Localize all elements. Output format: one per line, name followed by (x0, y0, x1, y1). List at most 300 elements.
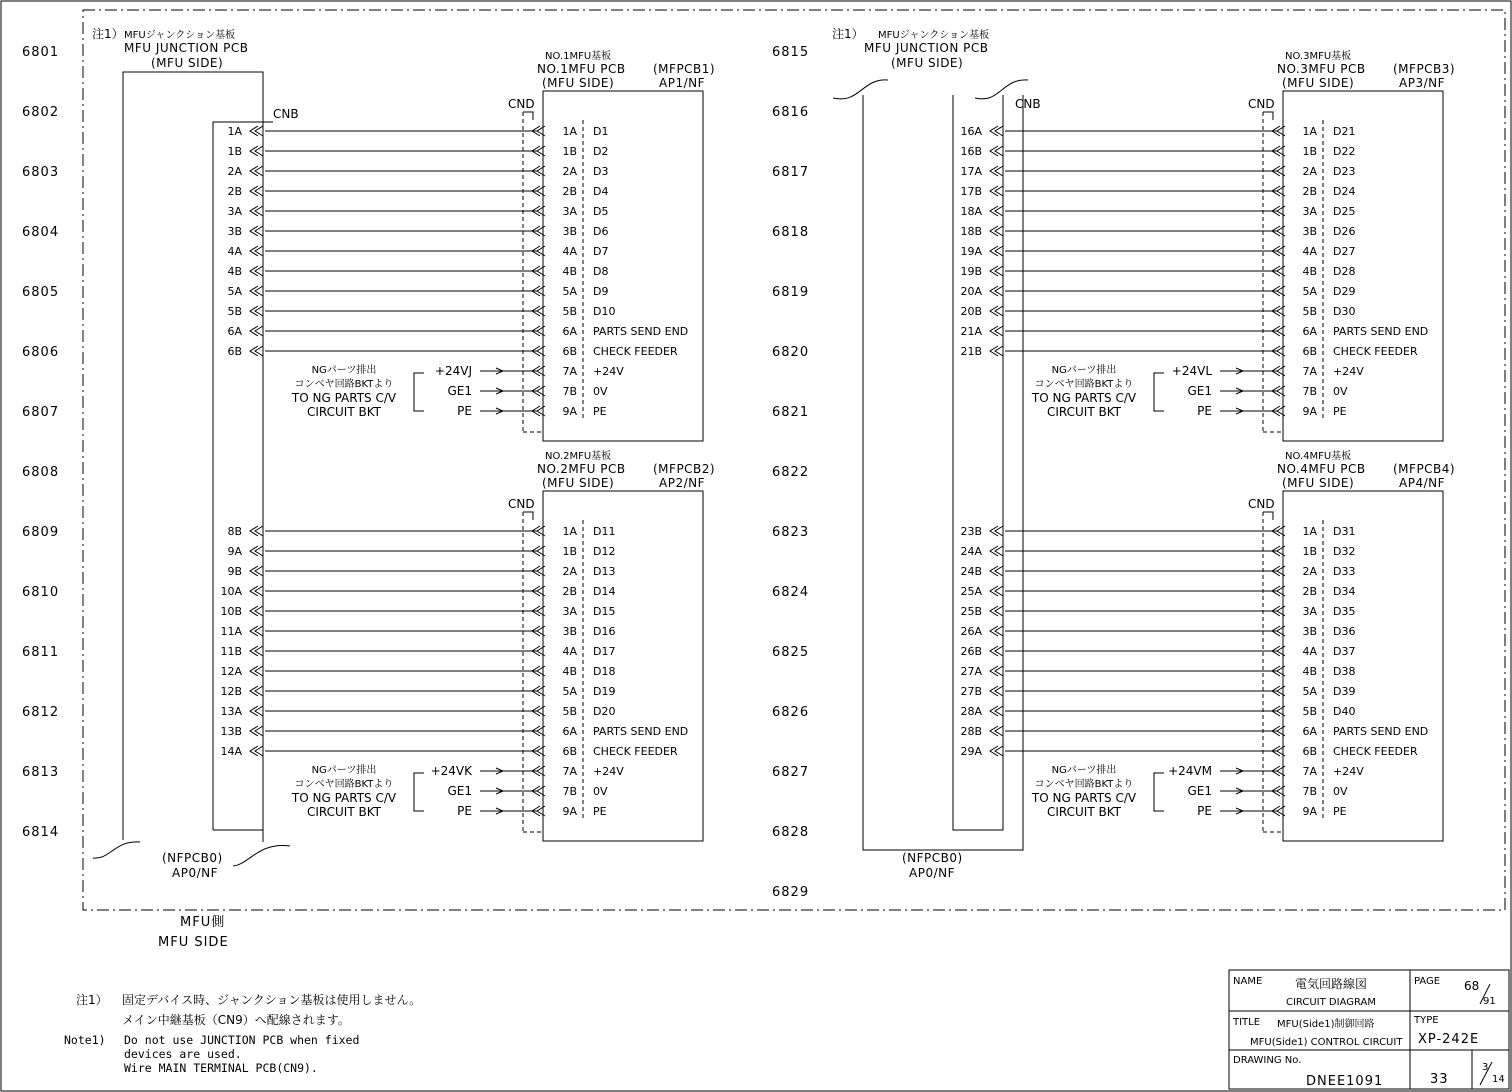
junction-pcb-left (92, 27, 299, 880)
mfu-pcb-1 (227, 49, 715, 441)
ng-en-2: CIRCUIT BKT (306, 405, 382, 419)
pcb-pin: 6A (562, 325, 577, 338)
junction-pin: 28A (960, 705, 982, 718)
ng-jp-1: NGパーツ排出 (1051, 765, 1117, 776)
page-label: PAGE (1414, 976, 1441, 987)
line-number: 6817 (772, 165, 810, 180)
pcb-ref: (MFPCB2) (653, 462, 716, 476)
line-number: 6807 (22, 405, 60, 420)
pcb-pin: 7A (562, 365, 577, 378)
pcb-pin: 9A (1302, 805, 1317, 818)
ng-jp-1: NGパーツ排出 (311, 365, 377, 376)
connector-chevron (250, 626, 263, 636)
power-input: +24VL (1171, 364, 1212, 378)
note-mark-en: Note1) (64, 1033, 106, 1047)
line-number: 6819 (772, 285, 810, 300)
sheet-num: 3 (1482, 1062, 1489, 1073)
connector-chevron (250, 686, 263, 696)
pcb-signal: D6 (593, 225, 609, 238)
connector-chevron (990, 146, 1003, 156)
junction-pin: 28B (960, 725, 982, 738)
pcb-signal: D13 (593, 565, 616, 578)
pcb-pin: 9A (1302, 405, 1317, 418)
pcb-signal: D26 (1333, 225, 1356, 238)
name-label: NAME (1233, 976, 1263, 987)
pcb-ap: AP1/NF (659, 76, 706, 90)
pcb-title-jp: NO.4MFU基板 (1285, 451, 1352, 462)
pcb-pin: 1B (1302, 545, 1317, 558)
pcb-signal: +24V (1333, 365, 1364, 378)
pcb-signal: D2 (593, 145, 609, 158)
pcb-pin: 6B (1302, 345, 1317, 358)
pcb-signal: +24V (593, 365, 624, 378)
power-input: +24VJ (434, 364, 472, 378)
connector-chevron (990, 346, 1003, 356)
pcb-connector: CND (508, 497, 535, 511)
junction-ref: (NFPCB0) (162, 851, 223, 865)
connector-chevron (990, 286, 1003, 296)
line-number: 6811 (22, 645, 60, 660)
pcb-title-jp: NO.3MFU基板 (1285, 51, 1352, 62)
connector-chevron (250, 206, 263, 216)
power-input: +24VM (1168, 764, 1212, 778)
note-en-3: Wire MAIN TERMINAL PCB(CN9). (124, 1061, 318, 1075)
junction-pin: 2B (227, 185, 242, 198)
line-number: 6804 (22, 225, 60, 240)
line-number: 6826 (772, 705, 810, 720)
power-input: PE (1197, 804, 1212, 818)
junction-connector: CNB (273, 107, 299, 121)
pcb-pin: 5B (562, 705, 577, 718)
pcb-pin: 1B (562, 145, 577, 158)
connector-chevron (990, 626, 1003, 636)
connector-chevron (990, 606, 1003, 616)
connector-chevron (990, 746, 1003, 756)
pcb-pin: 7B (1302, 785, 1317, 798)
ng-en-2: CIRCUIT BKT (1046, 405, 1122, 419)
pcb-signal: PE (1333, 805, 1347, 818)
pcb-pin: 7B (562, 385, 577, 398)
pcb-pin: 6A (1302, 325, 1317, 338)
sheet-total: 14 (1492, 1074, 1505, 1085)
connector-chevron (250, 326, 263, 336)
mfu-side-en: MFU SIDE (158, 935, 229, 950)
pcb-pin: 7A (1302, 765, 1317, 778)
pcb-pin: 4A (562, 245, 577, 258)
connector-chevron (250, 666, 263, 676)
power-input: PE (1197, 404, 1212, 418)
junction-pin: 12A (220, 665, 242, 678)
connector-chevron (250, 306, 263, 316)
ng-en-2: CIRCUIT BKT (1046, 805, 1122, 819)
pcb-signal: D32 (1333, 545, 1356, 558)
junction-pin: 24B (960, 565, 982, 578)
junction-side: (MFU SIDE) (151, 56, 224, 70)
connector-chevron (990, 206, 1003, 216)
connector-chevron (250, 746, 263, 756)
power-input: GE1 (1187, 384, 1212, 398)
junction-pin: 17A (960, 165, 982, 178)
pcb-pin: 4B (562, 265, 577, 278)
junction-ref-right: (NFPCB0) (902, 851, 963, 865)
note-mark: 注1） (92, 27, 124, 41)
junction-side-right: (MFU SIDE) (891, 56, 964, 70)
connector-chevron (250, 726, 263, 736)
junction-pin: 9A (227, 545, 242, 558)
junction-pin: 1A (227, 125, 242, 138)
pcb-signal: D3 (593, 165, 609, 178)
mfu-pcb-4 (960, 449, 1455, 841)
pcb-pin: 1B (562, 545, 577, 558)
pcb-signal: D37 (1333, 645, 1356, 658)
pcb-pin: 7B (1302, 385, 1317, 398)
line-number: 6820 (772, 345, 810, 360)
type-value: XP-242E (1418, 1032, 1480, 1047)
mfu-pcb-2 (220, 449, 715, 841)
junction-pin: 18A (960, 205, 982, 218)
line-number: 6812 (22, 705, 60, 720)
junction-title-en-right: MFU JUNCTION PCB (864, 41, 989, 55)
line-number: 6816 (772, 105, 810, 120)
ng-en-1: TO NG PARTS C/V (291, 391, 397, 405)
ng-en-1: TO NG PARTS C/V (1031, 791, 1137, 805)
pcb-pin: 5B (1302, 305, 1317, 318)
connector-chevron (250, 266, 263, 276)
pcb-signal: D20 (593, 705, 616, 718)
pcb-pin: 7A (562, 765, 577, 778)
pcb-signal: D22 (1333, 145, 1356, 158)
sheet-no: 33 (1430, 1072, 1449, 1087)
ng-jp-1: NGパーツ排出 (1051, 365, 1117, 376)
pcb-pin: 2A (1302, 165, 1317, 178)
junction-pin: 8B (227, 525, 242, 538)
line-number: 6814 (22, 825, 60, 840)
connector-chevron (250, 246, 263, 256)
drawing-label: DRAWING No. (1233, 1055, 1302, 1066)
connector-chevron (250, 526, 263, 536)
junction-pin: 26A (960, 625, 982, 638)
junction-pin: 17B (960, 185, 982, 198)
pcb-side: (MFU SIDE) (542, 476, 615, 490)
pcb-title-en: NO.3MFU PCB (1277, 62, 1366, 76)
pcb-signal: D39 (1333, 685, 1356, 698)
title-label: TITLE (1233, 1017, 1261, 1028)
ng-en-1: TO NG PARTS C/V (1031, 391, 1137, 405)
pcb-title-en: NO.2MFU PCB (537, 462, 626, 476)
connector-chevron (990, 326, 1003, 336)
note-jp-2: メイン中継基板（CN9）へ配線されます。 (122, 1013, 350, 1027)
junction-pin: 14A (220, 745, 242, 758)
connector-chevron (250, 566, 263, 576)
junction-pin: 12B (220, 685, 242, 698)
line-number: 6806 (22, 345, 60, 360)
pcb-pin: 1A (562, 525, 577, 538)
junction-pin: 10B (220, 605, 242, 618)
pcb-signal: PARTS SEND END (1333, 725, 1429, 738)
line-number: 6827 (772, 765, 810, 780)
pcb-signal: PARTS SEND END (593, 725, 689, 738)
junction-pin: 13B (220, 725, 242, 738)
pcb-pin: 2B (562, 185, 577, 198)
pcb-signal: D33 (1333, 565, 1356, 578)
pcb-pin: 1A (1302, 125, 1317, 138)
pcb-pin: 6A (562, 725, 577, 738)
pcb-signal: D36 (1333, 625, 1356, 638)
line-number: 6821 (772, 405, 810, 420)
junction-pin: 6B (227, 345, 242, 358)
pcb-signal: CHECK FEEDER (1333, 345, 1418, 358)
junction-pin: 3A (227, 205, 242, 218)
pcb-pin: 4B (562, 665, 577, 678)
junction-pin: 4B (227, 265, 242, 278)
junction-pin: 26B (960, 645, 982, 658)
junction-pin: 16B (960, 145, 982, 158)
pcb-pin: 7A (1302, 365, 1317, 378)
power-input: GE1 (447, 784, 472, 798)
junction-pin: 11B (220, 645, 242, 658)
connector-chevron (250, 606, 263, 616)
line-number: 6829 (772, 885, 810, 900)
pcb-signal: D1 (593, 125, 609, 138)
pcb-signal: D25 (1333, 205, 1356, 218)
pcb-pin: 4B (1302, 665, 1317, 678)
ng-jp-2: コンベヤ回路BKTより (1034, 379, 1134, 390)
note-mark-jp: 注1） (76, 993, 108, 1007)
junction-pin: 19A (960, 245, 982, 258)
title-jp: MFU(Side1)制御回路 (1277, 1019, 1375, 1030)
pcb-pin: 6B (562, 345, 577, 358)
pcb-signal: D15 (593, 605, 616, 618)
pcb-signal: D19 (593, 685, 616, 698)
pcb-ref: (MFPCB1) (653, 62, 716, 76)
notes (64, 992, 421, 1075)
pcb-pin: 9A (562, 405, 577, 418)
junction-pin: 11A (220, 625, 242, 638)
drawing-no: DNEE1091 (1306, 1074, 1384, 1089)
junction-ap-right: AP0/NF (909, 866, 956, 880)
pcb-pin: 1B (1302, 145, 1317, 158)
line-number: 6815 (772, 45, 810, 60)
connector-chevron (250, 546, 263, 556)
pcb-signal: CHECK FEEDER (593, 345, 678, 358)
junction-pin: 2A (227, 165, 242, 178)
pcb-pin: 6A (1302, 725, 1317, 738)
pcb-pin: 5A (1302, 285, 1317, 298)
mfu-pcbs (220, 49, 1455, 841)
junction-title-jp-right: MFUジャンクション基板 (878, 30, 990, 41)
pcb-signal: 0V (593, 785, 608, 798)
pcb-side: (MFU SIDE) (542, 76, 615, 90)
connector-chevron (250, 126, 263, 136)
pcb-pin: 3A (1302, 605, 1317, 618)
pcb-signal: D10 (593, 305, 616, 318)
pcb-pin: 3B (1302, 625, 1317, 638)
line-number: 6809 (22, 525, 60, 540)
pcb-signal: PARTS SEND END (593, 325, 689, 338)
line-number: 6818 (772, 225, 810, 240)
pcb-pin: 4A (562, 645, 577, 658)
junction-pin: 3B (227, 225, 242, 238)
junction-title-en: MFU JUNCTION PCB (124, 41, 249, 55)
junction-pin: 25B (960, 605, 982, 618)
pcb-pin: 3B (562, 225, 577, 238)
line-number: 6803 (22, 165, 60, 180)
connector-chevron (990, 226, 1003, 236)
junction-pcb-right (832, 27, 1041, 880)
connector-chevron (250, 166, 263, 176)
name-en: CIRCUIT DIAGRAM (1286, 997, 1376, 1008)
junction-pin: 13A (220, 705, 242, 718)
pcb-signal: CHECK FEEDER (1333, 745, 1418, 758)
connector-chevron (250, 226, 263, 236)
junction-pin: 6A (227, 325, 242, 338)
pcb-side: (MFU SIDE) (1282, 76, 1355, 90)
pcb-pin: 4B (1302, 265, 1317, 278)
junction-title-jp: MFUジャンクション基板 (124, 30, 236, 41)
junction-connector-right: CNB (1015, 97, 1041, 111)
power-input: +24VK (430, 764, 472, 778)
pcb-signal: D24 (1333, 185, 1356, 198)
note-mark-right: 注1） (832, 27, 864, 41)
line-number: 6823 (772, 525, 810, 540)
pcb-pin: 2B (562, 585, 577, 598)
pcb-signal: CHECK FEEDER (593, 745, 678, 758)
pcb-signal: D23 (1333, 165, 1356, 178)
pcb-signal: D28 (1333, 265, 1356, 278)
junction-pin: 21B (960, 345, 982, 358)
pcb-pin: 5A (562, 685, 577, 698)
connector-chevron (990, 646, 1003, 656)
pcb-ap: AP4/NF (1399, 476, 1446, 490)
connector-chevron (990, 586, 1003, 596)
junction-pin: 25A (960, 585, 982, 598)
connector-chevron (990, 726, 1003, 736)
ng-jp-1: NGパーツ排出 (311, 765, 377, 776)
junction-pin: 29A (960, 745, 982, 758)
pcb-signal: 0V (1333, 785, 1348, 798)
junction-pin: 4A (227, 245, 242, 258)
connector-chevron (990, 566, 1003, 576)
power-input: GE1 (1187, 784, 1212, 798)
junction-pin: 19B (960, 265, 982, 278)
pcb-pin: 3B (1302, 225, 1317, 238)
pcb-signal: D7 (593, 245, 609, 258)
ng-jp-2: コンベヤ回路BKTより (1034, 779, 1134, 790)
pcb-title-jp: NO.2MFU基板 (545, 451, 612, 462)
junction-pin: 16A (960, 125, 982, 138)
connector-chevron (990, 166, 1003, 176)
ng-en-1: TO NG PARTS C/V (291, 791, 397, 805)
connector-chevron (990, 246, 1003, 256)
pcb-title-en: NO.1MFU PCB (537, 62, 626, 76)
title-block (1229, 970, 1509, 1089)
junction-pin: 1B (227, 145, 242, 158)
line-number: 6810 (22, 585, 60, 600)
pcb-pin: 3A (562, 605, 577, 618)
connector-chevron (250, 286, 263, 296)
pcb-connector: CND (1248, 97, 1275, 111)
pcb-signal: D29 (1333, 285, 1356, 298)
line-number: 6808 (22, 465, 60, 480)
connector-chevron (990, 546, 1003, 556)
junction-pin: 9B (227, 565, 242, 578)
ng-en-2: CIRCUIT BKT (306, 805, 382, 819)
pcb-pin: 2B (1302, 585, 1317, 598)
pcb-pin: 2B (1302, 185, 1317, 198)
junction-pin: 5A (227, 285, 242, 298)
pcb-pin: 3A (1302, 205, 1317, 218)
pcb-ap: AP3/NF (1399, 76, 1446, 90)
pcb-pin: 5B (1302, 705, 1317, 718)
junction-pin: 27A (960, 665, 982, 678)
connector-chevron (250, 646, 263, 656)
pcb-signal: D8 (593, 265, 609, 278)
pcb-signal: D12 (593, 545, 616, 558)
pcb-ref: (MFPCB4) (1393, 462, 1456, 476)
pcb-pin: 5B (562, 305, 577, 318)
line-number: 6805 (22, 285, 60, 300)
pcb-signal: 0V (1333, 385, 1348, 398)
pcb-signal: D34 (1333, 585, 1356, 598)
title-en: MFU(Side1) CONTROL CIRCUIT (1250, 1037, 1403, 1048)
pcb-connector: CND (1248, 497, 1275, 511)
pcb-signal: D27 (1333, 245, 1356, 258)
pcb-signal: D38 (1333, 665, 1356, 678)
connector-chevron (990, 686, 1003, 696)
power-input: GE1 (447, 384, 472, 398)
pcb-signal: D4 (593, 185, 609, 198)
pcb-signal: D11 (593, 525, 616, 538)
pcb-signal: D18 (593, 665, 616, 678)
pcb-pin: 6B (562, 745, 577, 758)
line-number: 6801 (22, 45, 60, 60)
page-total: 91 (1483, 996, 1496, 1007)
type-label: TYPE (1414, 1015, 1439, 1026)
connector-chevron (990, 306, 1003, 316)
pcb-ap: AP2/NF (659, 476, 706, 490)
pcb-signal: D9 (593, 285, 609, 298)
connector-chevron (250, 146, 263, 156)
pcb-pin: 4A (1302, 245, 1317, 258)
junction-pin: 24A (960, 545, 982, 558)
line-number: 6825 (772, 645, 810, 660)
note-en-1: Do not use JUNCTION PCB when fixed (124, 1033, 360, 1047)
pcb-pin: 2A (1302, 565, 1317, 578)
pcb-pin: 4A (1302, 645, 1317, 658)
junction-pin: 23B (960, 525, 982, 538)
pcb-ref: (MFPCB3) (1393, 62, 1456, 76)
pcb-pin: 2A (562, 565, 577, 578)
line-number: 6824 (772, 585, 810, 600)
connector-chevron (250, 186, 263, 196)
connector-chevron (990, 266, 1003, 276)
junction-ap: AP0/NF (172, 866, 219, 880)
connector-chevron (250, 346, 263, 356)
pcb-signal: D31 (1333, 525, 1356, 538)
connector-chevron (990, 526, 1003, 536)
connector-chevron (250, 706, 263, 716)
junction-pin: 27B (960, 685, 982, 698)
pcb-signal: PARTS SEND END (1333, 325, 1429, 338)
ng-jp-2: コンベヤ回路BKTより (294, 779, 394, 790)
pcb-signal: D40 (1333, 705, 1356, 718)
pcb-side: (MFU SIDE) (1282, 476, 1355, 490)
pcb-signal: D35 (1333, 605, 1356, 618)
line-number: 6813 (22, 765, 60, 780)
line-number: 6828 (772, 825, 810, 840)
name-jp: 電気回路線図 (1295, 977, 1368, 991)
note-jp-1: 固定デバイス時、ジャンクション基板は使用しません。 (122, 993, 422, 1007)
